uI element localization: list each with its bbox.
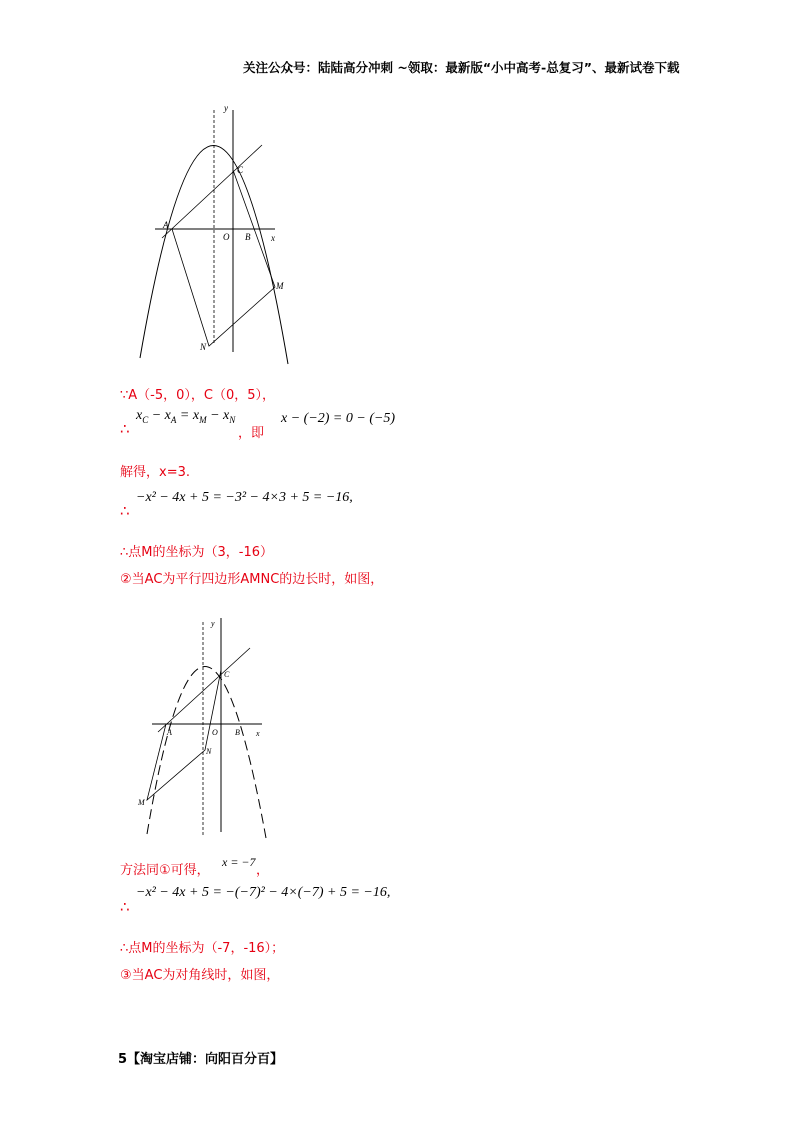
figure-2-graph (135, 612, 275, 840)
method-comma: ， (256, 863, 270, 878)
label-a: A (163, 220, 169, 230)
therefore-1: ∴ (120, 420, 130, 438)
equation-1-connector: ，即 (238, 426, 265, 441)
label-o: O (223, 232, 230, 242)
page-header: 关注公众号：陆陆高分冲刺 ~领取：最新版“小中高考-总复习”、最新试卷下载 (243, 60, 680, 75)
label-o: O (212, 728, 218, 737)
equation-2: −x² − 4x + 5 = −3² − 4×3 + 5 = −16, (136, 490, 353, 505)
label-n: N (200, 342, 207, 352)
parallelogram (147, 670, 221, 800)
label-n: N (206, 747, 212, 756)
label-m: M (138, 798, 145, 807)
therefore-3: ∴ (120, 898, 130, 916)
label-x: x (271, 233, 275, 243)
label-x: x (256, 729, 260, 738)
case-2-heading: ②当AC为平行四边形AMNC的边长时，如图， (120, 572, 384, 587)
method-note: 方法同①可得， (120, 863, 210, 878)
line-ac (158, 648, 250, 732)
case-3-heading: ③当AC为对角线时，如图， (120, 968, 280, 983)
label-b: B (235, 728, 240, 737)
point-m-result-2: ∴点M的坐标为（-7，-16）； (120, 941, 285, 956)
page-footer: 5【淘宝店铺：向阳百分百】 (118, 1052, 284, 1067)
label-c: C (237, 165, 244, 175)
solve-result: 解得，x=3. (120, 465, 190, 480)
label-y: y (224, 103, 228, 113)
point-m-result-1: ∴点M的坐标为（3，-16） (120, 545, 273, 560)
label-y: y (211, 619, 215, 628)
line-ac (162, 145, 262, 238)
given-points: ∵A（-5，0），C（0，5）， (120, 388, 276, 403)
label-a: A (167, 728, 172, 737)
parallelogram (172, 170, 275, 346)
label-m: M (276, 281, 284, 291)
equation-1: $x_C - x_A = x_M - x_N$ (136, 408, 236, 425)
label-c: C (224, 670, 230, 679)
method-equation: x = −7 (222, 855, 256, 869)
label-b: B (245, 232, 251, 242)
equation-1-right: x − (−2) = 0 − (−5) (281, 411, 396, 426)
equation-3: −x² − 4x + 5 = −(−7)² − 4×(−7) + 5 = −16, (136, 885, 391, 900)
figure-1-graph (130, 100, 300, 370)
therefore-2: ∴ (120, 502, 130, 520)
